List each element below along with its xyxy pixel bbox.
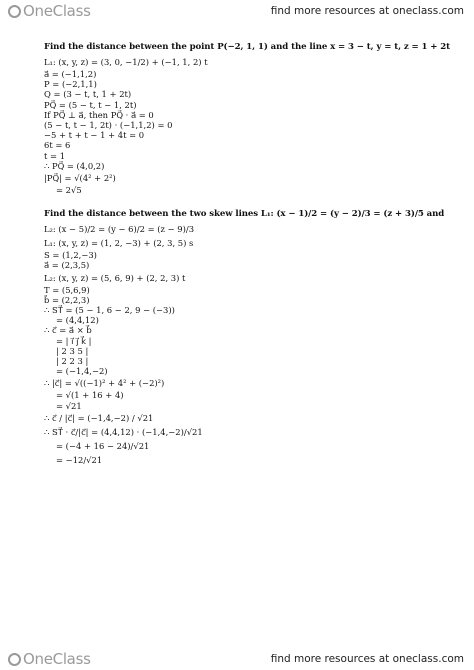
equation-line: ∴ PQ⃗ = (4,0,2)	[44, 160, 105, 171]
equation-line: L₁: (x, y, z) = (3, 0, −1/2) + (−1, 1, 2) t	[44, 57, 208, 67]
logo-circle-icon	[8, 653, 21, 666]
equation-line: = (4,4,12)	[56, 315, 99, 326]
problem-1-title: Find the distance between the point P(−2, 1, 1) and the line x = 3 − t, y = t, z = 1 + 2t	[44, 42, 451, 52]
equation-line: | 2 2 3 |	[56, 356, 89, 367]
equation-line: Q = (3 − t, t, 1 + 2t)	[44, 89, 132, 100]
equation-line: L₁: (x, y, z) = (1, 2, −3) + (2, 3, 5) s	[44, 238, 194, 249]
equation-line: ∴ c⃗ / |c⃗| = (−1,4,−2) / √21	[44, 412, 154, 423]
equation-line: b⃗ = (2,2,3)	[44, 294, 90, 305]
problem-1	[44, 42, 464, 195]
header-tagline[interactable]: find more resources at oneclass.com	[270, 5, 464, 17]
equation-line: L₂: (x − 5)/2 = (y − 6)/2 = (z − 9)/3	[44, 224, 195, 235]
equation-line: PQ⃗ = (5 − t, t − 1, 2t)	[44, 99, 137, 110]
equation-line: (5 − t, t − 1, 2t) · (−1,1,2) = 0	[44, 120, 173, 131]
document-content	[44, 42, 464, 648]
equation-line: P = (−2,1,1)	[44, 79, 97, 90]
equation-line: ∴ |c⃗| = √((−1)² + 4² + (−2)²)	[44, 378, 165, 389]
equation-line: If PQ⃗ ⊥ a⃗, then PQ⃗ · a⃗ = 0	[44, 109, 154, 120]
equation-line: = 2√5	[56, 185, 82, 196]
equation-line: = (−4 + 16 − 24)/√21	[56, 440, 150, 451]
equation-line: L₂: (x, y, z) = (5, 6, 9) + (2, 2, 3) t	[44, 272, 186, 283]
page-header	[0, 0, 474, 22]
equation-line: t = 1	[44, 150, 66, 161]
footer-brand-name: OneClass	[23, 650, 91, 668]
logo-circle-icon	[8, 5, 21, 18]
page-footer	[0, 648, 474, 670]
equation-line: ∴ ST⃗ · c⃗/|c⃗| = (4,4,12) · (−1,4,−2)/√21	[44, 426, 203, 437]
equation-line: 6t = 6	[44, 140, 71, 151]
brand-logo[interactable]	[8, 2, 91, 20]
equation-line: ∴ c⃗ = a⃗ × b⃗	[44, 325, 92, 336]
brand-name: OneClass	[23, 2, 91, 20]
equation-line: = −12/√21	[56, 454, 103, 465]
problem-1-solution	[44, 55, 464, 195]
equation-line: a⃗ = (−1,1,2)	[44, 69, 97, 79]
equation-line: −5 + t + t − 1 + 4t = 0	[44, 130, 145, 141]
equation-line: |PQ⃗| = √(4² + 2²)	[44, 173, 116, 184]
equation-line: T = (5,6,9)	[44, 284, 90, 295]
equation-line: = √(1 + 16 + 4)	[56, 390, 124, 401]
problem-2	[44, 209, 464, 467]
problem-2-solution	[44, 222, 464, 467]
equation-line: | 2 3 5 |	[56, 345, 89, 356]
footer-brand-logo[interactable]	[8, 650, 91, 668]
problem-2-title: Find the distance between the two skew lines L₁: (x − 1)/2 = (y − 2)/3 = (z + 3)/5 and	[44, 209, 445, 220]
equation-line: ∴ ST⃗ = (5 − 1, 6 − 2, 9 − (−3))	[44, 305, 175, 316]
footer-tagline[interactable]: find more resources at oneclass.com	[270, 653, 464, 665]
equation-line: = (−1,4,−2)	[56, 366, 108, 377]
equation-line: S = (1,2,−3)	[44, 250, 97, 261]
equation-line: = | i⃗ j⃗ k⃗ |	[56, 335, 92, 346]
equation-line: = √21	[56, 400, 82, 411]
equation-line: a⃗ = (2,3,5)	[44, 260, 90, 271]
